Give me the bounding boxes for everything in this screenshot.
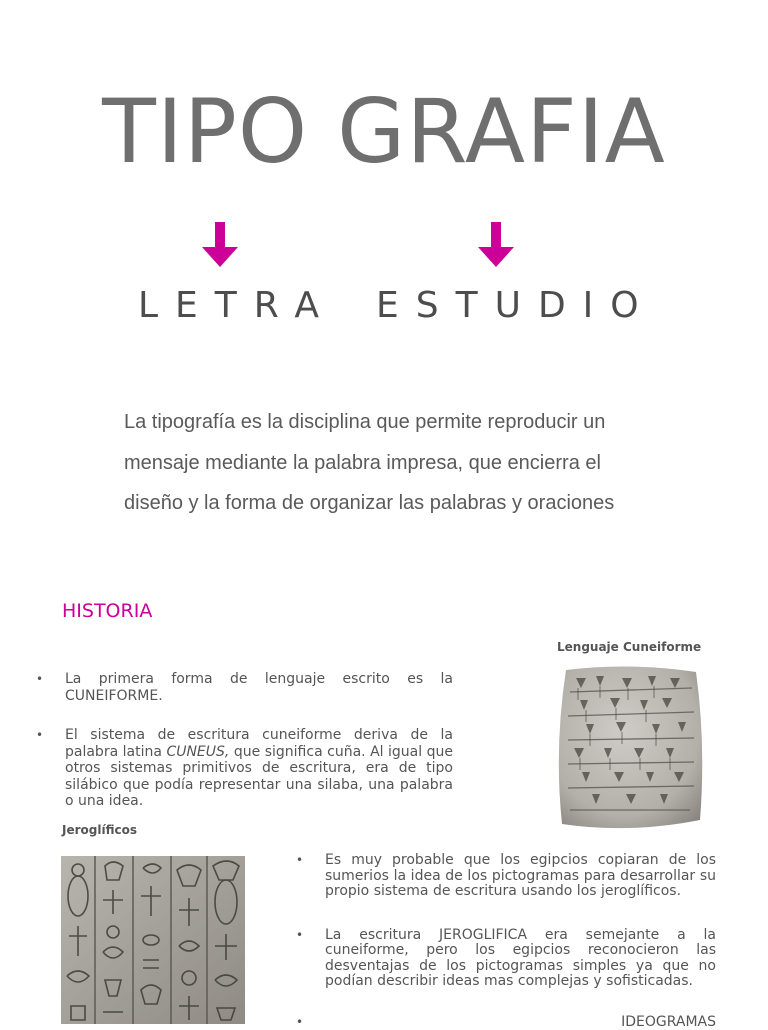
- bullet-icon: •: [36, 671, 43, 688]
- list-item: • La escritura JEROGLIFICA era semejante a la cuneiforme, pero los egipcios reconocieron las desventajas de los pictogramas simples ya que no podían describir ideas mas complejas y sofisticadas.: [325, 928, 716, 990]
- intro-line: diseño y la forma de organizar las palabras y oraciones: [124, 483, 684, 524]
- bullet-icon: •: [296, 928, 303, 944]
- intro-line: mensaje mediante la palabra impresa, que encierra el: [124, 443, 684, 484]
- intro-paragraph: [124, 402, 684, 524]
- cuneiform-tablet-image: [556, 664, 704, 832]
- arrow-down-icon: [202, 222, 238, 268]
- bullet-icon: •: [296, 853, 303, 869]
- bullet-icon: •: [296, 1015, 303, 1030]
- word-estudio: ESTUDIO: [376, 288, 656, 324]
- list-item: • El sistema de escritura cuneiforme deriva de la palabra latina CUNEUS, que significa cuña. Al igual que otros sistemas primitivos de escritura, era de tipo silábico que podía representar una silaba, una palabra o una idea.: [65, 727, 453, 810]
- latin-term: CUNEUS,: [166, 744, 229, 760]
- intro-line: La tipografía es la disciplina que permite reproducir un: [124, 402, 684, 443]
- hieroglyphs-image: [61, 856, 245, 1024]
- word-letra: LETRA: [138, 288, 336, 324]
- history-list-bottom: [325, 853, 716, 1030]
- clipped-text: IDEOGRAMAS: [621, 1014, 716, 1030]
- list-item: • Es muy probable que los egipcios copiaran de los sumerios la idea de los pictogramas para desarrollar su propio sistema de escritura usando los jeroglíficos.: [325, 853, 716, 900]
- tablet-caption: Lenguaje Cuneiforme: [557, 640, 701, 654]
- list-item: • La primera forma de lenguaje escrito es la CUNEIFORME.: [65, 671, 453, 704]
- list-item: [325, 1015, 716, 1030]
- glyphs-caption: Jeroglíficos: [62, 823, 137, 837]
- arrow-down-icon: [478, 222, 514, 268]
- history-list-top: [65, 671, 453, 810]
- bullet-icon: •: [36, 727, 43, 744]
- section-heading: HISTORIA: [62, 600, 152, 622]
- page-title: TIPO GRAFIA: [0, 88, 768, 176]
